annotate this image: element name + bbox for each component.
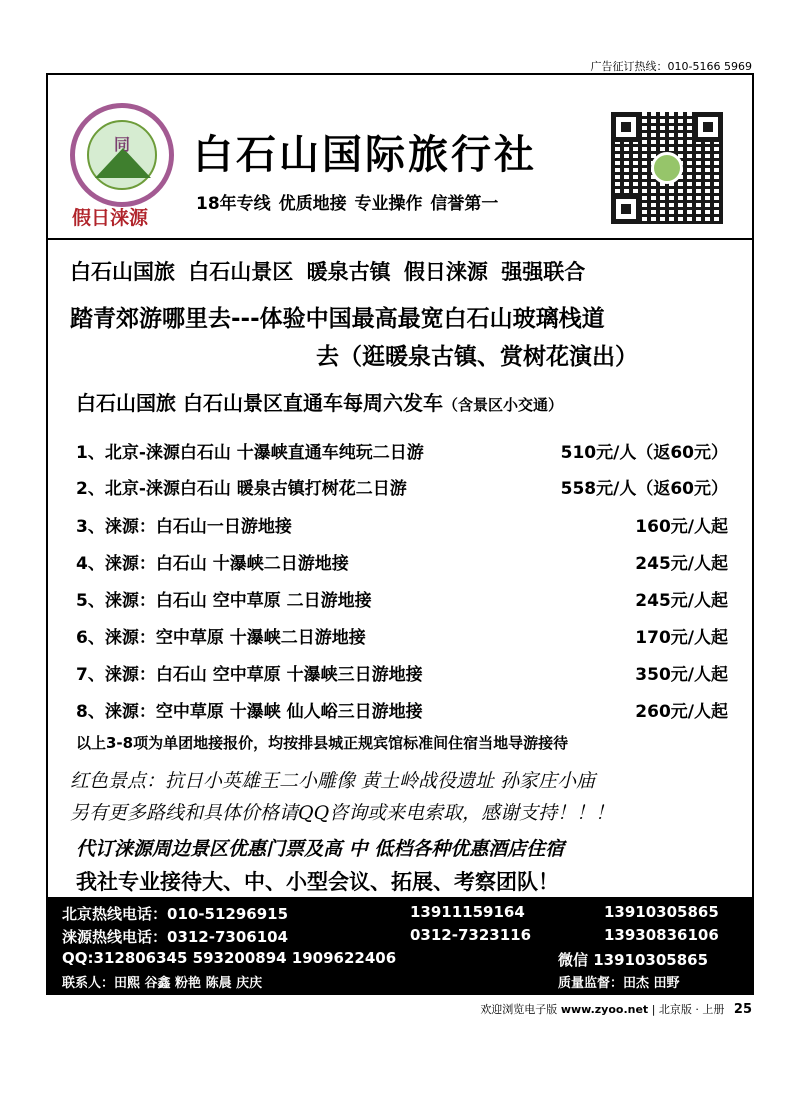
groups-promo: 我社专业接待大、中、小型会议、拓展、考察团队！ [76,870,559,894]
route-row [76,512,738,536]
shuttle-bus-headline [76,387,563,416]
route-price: 160元/人起 [635,517,728,537]
partners-headline: 白石山国旅 白石山景区 暖泉古镇 假日涞源 强强联合 [70,260,586,284]
route-price: 245元/人起 [635,554,728,574]
website-link[interactable]: www.zyoo.net [560,1003,649,1016]
contact-persons: 联系人：田熙 谷鑫 粉艳 陈晨 庆庆 [62,976,263,991]
ad-hotline: 广告征订热线：010-5166 5969 [590,60,752,73]
route-name: 6、涞源：空中草原 十瀑峡二日游地接 [76,628,366,648]
agency-name: 白石山国际旅行社 [193,132,537,178]
route-price: 245元/人起 [635,591,728,611]
route-row [76,697,738,721]
qr-finder-bottom-left [611,194,641,224]
shuttle-bus-note: （含景区小交通） [442,396,563,414]
logo-mark: 同 [114,135,131,154]
advertisement-frame [46,73,754,995]
red-sites-note: 红色景点：抗日小英雄王二小雕像 黄土岭战役遗址 孙家庄小庙 [70,770,596,792]
route-row [76,549,738,573]
route-price: 558元/人（返60元） [560,479,728,499]
route-name: 7、涞源：白石山 空中草原 十瀑峡三日游地接 [76,665,423,685]
ad-header [48,75,752,240]
qr-finder-top-right [693,112,723,142]
route-name: 5、涞源：白石山 空中草原 二日游地接 [76,591,372,611]
wechat-number: 微信 13910305865 [558,951,709,969]
travel-agency-logo [70,103,174,207]
route-row [76,660,738,684]
route-name: 4、涞源：白石山 十瀑峡二日游地接 [76,554,349,574]
pricing-note: 以上3-8项为单团地接报价，均按排县城正规宾馆标准间住宿当地导游接待 [76,734,569,752]
route-row [76,586,738,610]
shuttle-bus-text: 白石山国旅 白石山景区直通车每周六发车 [76,391,443,415]
route-row [76,623,738,647]
quality-supervision: 质量监督：田杰 田野 [558,976,680,991]
laiyuan-phone-2: 0312-7323116 [410,926,532,944]
qr-code-icon[interactable] [611,112,723,224]
footer-text: 欢迎浏览电子版 [480,1003,558,1016]
edition-label: 北京版 · 上册 [658,1003,725,1016]
route-row [76,438,738,462]
tagline-line-1: 踏青郊游哪里去---体验中国最高最宽白石山玻璃栈道 [70,306,605,332]
qq-numbers: QQ:312806345 593200894 1909622406 [62,949,397,967]
more-routes-note: 另有更多路线和具体价格请QQ咨询或来电索取，感谢支持！！！ [70,802,615,824]
divider: | [651,1003,659,1016]
page-footer [480,1001,752,1017]
route-price: 170元/人起 [635,628,728,648]
beijing-mobile-1: 13911159164 [410,903,525,921]
qr-logo-icon [651,152,683,184]
agency-slogan: 18年专线 优质地接 专业操作 信誉第一 [196,194,499,214]
contact-footer [48,897,752,993]
route-name: 2、北京-涞源白石山 暖泉古镇打树花二日游 [76,479,407,499]
route-row [76,474,738,498]
route-price: 510元/人（返60元） [560,443,728,463]
page-number: 25 [733,1002,752,1017]
tagline-line-2: 去（逛暖泉古镇、赏树花演出） [316,344,638,370]
beijing-mobile-2: 13910305865 [604,903,719,921]
route-price: 350元/人起 [635,665,728,685]
logo-subtitle: 假日涞源 [72,207,149,229]
route-name: 1、北京-涞源白石山 十瀑峡直通车纯玩二日游 [76,443,424,463]
qr-finder-top-left [611,112,641,142]
laiyuan-hotline: 涞源热线电话：0312-7306104 [62,928,289,946]
route-name: 8、涞源：空中草原 十瀑峡 仙人峪三日游地接 [76,702,423,722]
beijing-hotline: 北京热线电话：010-51296915 [62,905,289,923]
tickets-promo: 代订涞源周边景区优惠门票及高 中 低档各种优惠酒店住宿 [76,838,565,860]
route-price: 260元/人起 [635,702,728,722]
route-name: 3、涞源：白石山一日游地接 [76,517,292,537]
logo-emblem [87,120,157,190]
laiyuan-mobile: 13930836106 [604,926,719,944]
